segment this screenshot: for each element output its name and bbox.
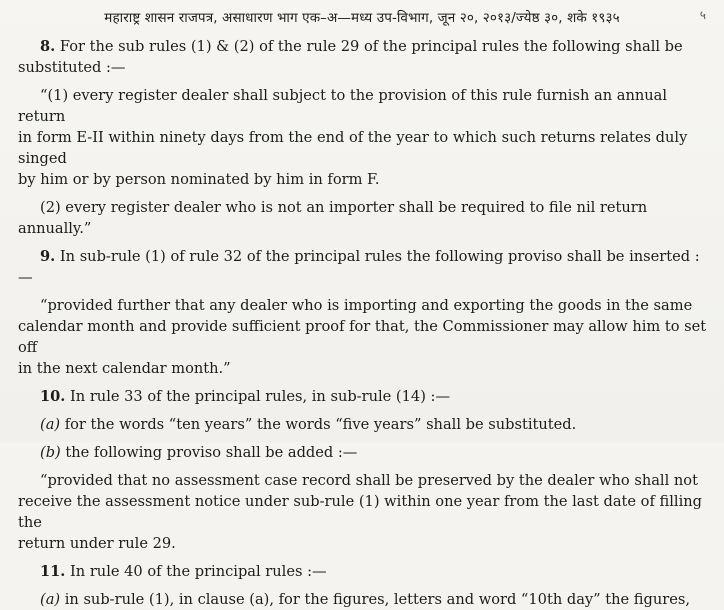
clause-b	[18, 442, 708, 463]
clause-a	[18, 414, 708, 435]
text-line: the following proviso shall be added :—	[65, 444, 358, 461]
text-line: “(1) every register dealer shall subject to the provision of this rule furnish an annual return	[18, 87, 668, 125]
rule-9-paragraph	[18, 246, 708, 288]
document-body	[18, 36, 708, 610]
text-line: In rule 33 of the principal rules, in sub-rule (14) :—	[70, 388, 451, 405]
rule-10-paragraph	[18, 386, 708, 407]
text-line: calendar month and provide sufficient proof for that, the Commissioner may allow him to set off	[18, 318, 707, 356]
rule-8-paragraph	[18, 36, 708, 57]
text-line: In sub-rule (1) of rule 32 of the principal rules the following proviso shall be inserted :—	[18, 248, 700, 286]
text-line: In rule 40 of the principal rules :—	[70, 563, 327, 580]
clause-label: (a)	[40, 591, 61, 608]
rule-number: 11.	[40, 563, 66, 580]
text-line: in sub-rule (1), in clause (a), for the figures, letters and word “10th day” the figures,	[64, 591, 691, 608]
text-line: by him or by person nominated by him in form F.	[18, 171, 380, 188]
rule-number: 8.	[40, 38, 56, 55]
text-line: “provided that no assessment case record shall be preserved by the dealer who shall not	[40, 472, 698, 489]
text-line: receive the assessment notice under sub-rule (1) within one year from the last date of filling the	[18, 493, 702, 531]
page-header: महाराष्ट्र शासन राजपत्र, असाधारण भाग एक–अ—मध्य उप-विभाग, जून २०, २०१३/ज्येष्ठ ३०, शके १९३५	[104, 10, 620, 26]
text-line: in form E-II within ninety days from the end of the year to which such returns relates duly singed	[18, 129, 688, 167]
text-line: substituted :—	[18, 59, 126, 76]
rule-11-paragraph	[18, 561, 708, 582]
rule-number: 9.	[40, 248, 56, 265]
text-line: in the next calendar month.”	[18, 360, 231, 377]
text-line: For the sub rules (1) & (2) of the rule 29 of the principal rules the following shall be	[59, 38, 683, 55]
rule-number: 10.	[40, 388, 66, 405]
text-line: (2) every register dealer who is not an importer shall be required to file nil return annually.”	[18, 199, 648, 237]
clause-a	[18, 589, 708, 610]
page-number: ५	[699, 8, 706, 22]
text-line: return under rule 29.	[18, 535, 176, 552]
clause-label: (a)	[40, 416, 61, 433]
text-line: “provided further that any dealer who is importing and exporting the goods in the same	[40, 297, 693, 314]
text-line: for the words “ten years” the words “five years” shall be substituted.	[64, 416, 577, 433]
clause-label: (b)	[40, 444, 61, 461]
